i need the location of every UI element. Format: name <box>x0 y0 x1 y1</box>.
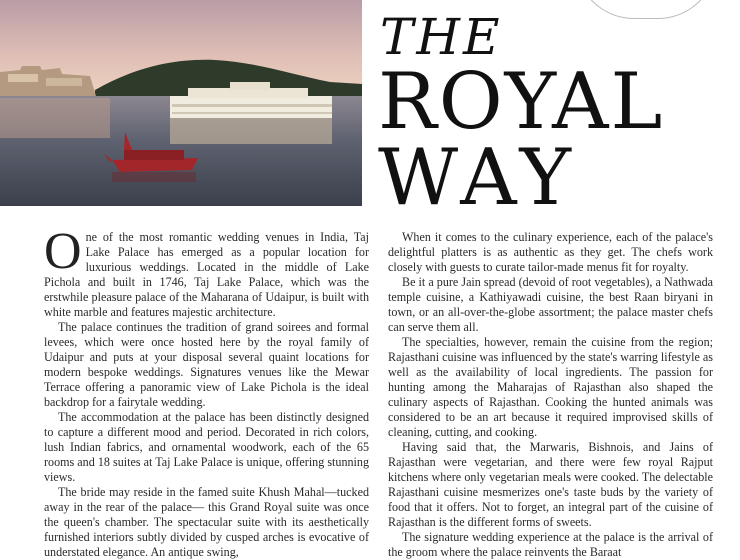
paragraph: The accommodation at the palace has been distinctly designed to capture a different mood and period. Decorated in rich colors, lush Indian fabrics, and ornamental woodwork, each of the 65 rooms and 18 suites at Taj Lake Palace is unique, offering stunning views. <box>44 410 369 484</box>
title-line-royal: ROYAL <box>378 57 665 147</box>
lake-palace-photo <box>0 0 362 206</box>
title-line-way: WAY <box>378 133 577 223</box>
paragraph: Be it a pure Jain spread (devoid of root vegetables), a Nathwada temple cuisine, a Kathiyawadi cuisine, the best Raan biryani in town, or an all-over-the-globe assortment; the palace master chefs can serve them all. <box>388 275 713 334</box>
paragraph: One of the most romantic wedding venues in India, Taj Lake Palace has emerged as a popular location for luxurious weddings. Located in the middle of Lake Pichola and built in 1746, Taj Lake Palace, which was the erstwhile pleasure palace of the Maharana of Udaipur, is built with white marble and features majestic architecture. <box>44 223 369 319</box>
article-column-right <box>388 230 713 560</box>
paragraph: The bride may reside in the famed suite Khush Mahal—tucked away in the rear of the palace— this Grand Royal suite was once the queen's chamber. The spectacular suite with its aesthetically furnished interiors subtly divided by cusped arches is evocative of understated elegance. An antique swing, <box>44 485 369 559</box>
drop-cap: O <box>44 223 82 280</box>
article-column-left <box>44 223 369 560</box>
paragraph: The signature wedding experience at the palace is the arrival of the groom where the palace reinvents the Baraat <box>388 530 713 559</box>
lake-palace-illustration <box>0 0 362 206</box>
paragraph: The palace continues the tradition of grand soirees and formal levees, which were once hosted here by the royal family of Udaipur and puts at your disposal several quaint locations for modern bespoke weddings. Signatures venues like the Mewar Terrace offering a panoramic view of Lake Pichola is the ideal backdrop for a fairytale wedding. <box>44 320 369 409</box>
title-line-the: THE <box>380 8 503 66</box>
article-title <box>378 2 740 223</box>
paragraph: The specialties, however, remain the cuisine from the region; Rajasthani cuisine was influenced by the state's warring lifestyle as well as the availability of local ingredients. The passion for hunting among the Maharajas of Rajasthan also shaped the culinary aspects of Rajasthan. Cooking the hunted animals was considered to be an art because it required improvised skills of cleaning, cutting, and cooking. <box>388 335 713 439</box>
paragraph: Having said that, the Marwaris, Bishnois, and Jains of Rajasthan were vegetarian, and there were few royal Rajput kitchens where only vegetarian meals were cooked. The delectable Rajasthani cuisine mesmerizes one's taste buds by the variety of food that it offers. Not to forget, an integral part of the cuisine of Rajasthan is the different forms of sweets. <box>388 440 713 529</box>
paragraph: When it comes to the culinary experience, each of the palace's delightful platters is as authentic as they get. The chefs work closely with guests to curate tailor-made menus fit for royalty. <box>388 230 713 274</box>
